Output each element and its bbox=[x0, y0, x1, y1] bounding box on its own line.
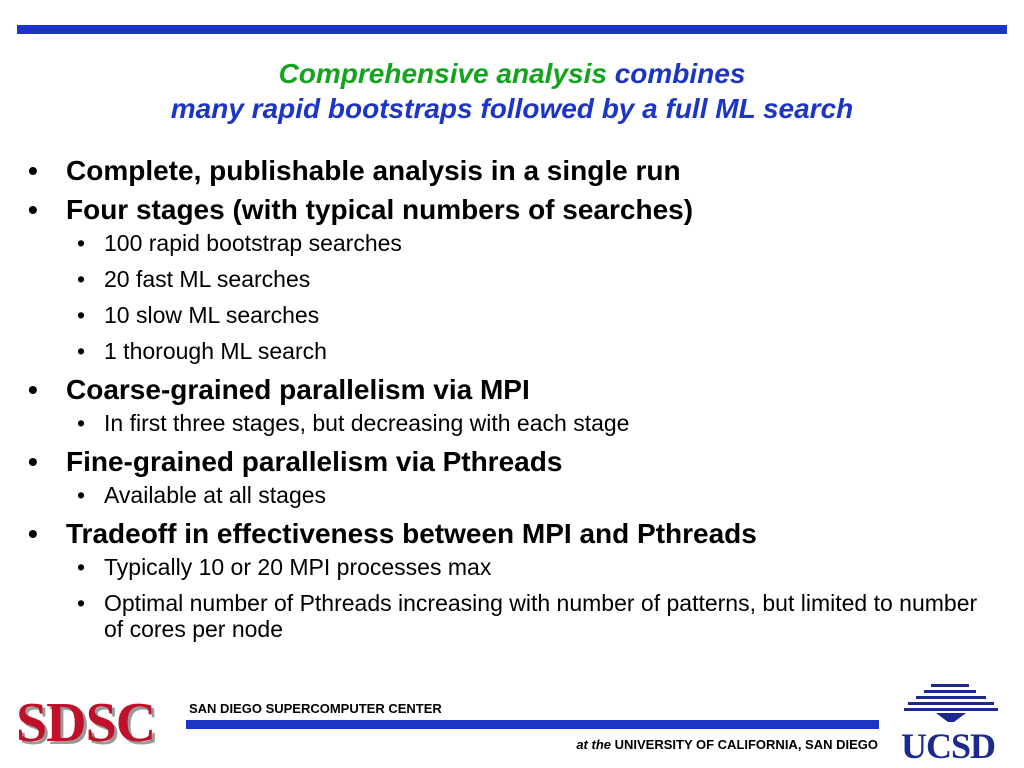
bullet-text: Tradeoff in effectiveness between MPI and Pthreads bbox=[66, 518, 757, 549]
sub-bullet-dot: • bbox=[77, 302, 86, 328]
bullet-dot: • bbox=[28, 155, 38, 186]
bullet-item bbox=[28, 518, 998, 642]
sdsc-logo: SDSC bbox=[16, 692, 156, 754]
sub-bullet-item bbox=[74, 410, 998, 436]
sub-bullet-dot: • bbox=[77, 590, 86, 616]
top-accent-bar bbox=[17, 25, 1007, 34]
sub-bullet-text: Typically 10 or 20 MPI processes max bbox=[104, 554, 492, 580]
sub-bullet-text: In first three stages, but decreasing with each stage bbox=[104, 410, 630, 436]
bullet-item bbox=[28, 194, 998, 364]
title-line-2: many rapid bootstraps followed by a full ML search bbox=[170, 93, 854, 124]
sub-bullet-text: 20 fast ML searches bbox=[104, 266, 311, 292]
at-the-label: at the bbox=[576, 737, 611, 752]
sub-bullet-item bbox=[74, 266, 998, 292]
bullet-dot: • bbox=[28, 446, 38, 477]
sub-bullet-dot: • bbox=[77, 338, 86, 364]
sub-bullet-dot: • bbox=[77, 410, 86, 436]
sub-bullet-list bbox=[74, 230, 998, 364]
bullet-text: Coarse-grained parallelism via MPI bbox=[66, 374, 530, 405]
sub-bullet-text: Optimal number of Pthreads increasing with number of patterns, but limited to number of cores per node bbox=[104, 590, 978, 642]
footer-rule bbox=[186, 720, 879, 729]
sub-bullet-text: 10 slow ML searches bbox=[104, 302, 320, 328]
ucsd-affiliation bbox=[576, 737, 878, 752]
sub-bullet-dot: • bbox=[77, 266, 86, 292]
sub-bullet-list bbox=[74, 554, 998, 642]
bullet-text: Fine-grained parallelism via Pthreads bbox=[66, 446, 563, 477]
bullet-list bbox=[28, 155, 998, 652]
bullet-dot: • bbox=[28, 374, 38, 405]
bullet-item bbox=[28, 374, 998, 436]
bullet-dot: • bbox=[28, 194, 38, 225]
bullet-text: Complete, publishable analysis in a single run bbox=[66, 155, 681, 186]
sub-bullet-item bbox=[74, 338, 998, 364]
university-name: UNIVERSITY OF CALIFORNIA, SAN DIEGO bbox=[614, 737, 878, 752]
sub-bullet-text: 1 thorough ML search bbox=[104, 338, 327, 364]
title-line-1 bbox=[0, 56, 1024, 91]
sub-bullet-text: 100 rapid bootstrap searches bbox=[104, 230, 402, 256]
ucsd-logo: UCSD bbox=[901, 726, 996, 766]
sub-bullet-list bbox=[74, 410, 998, 436]
sdsc-center-name: SAN DIEGO SUPERCOMPUTER CENTER bbox=[189, 701, 442, 716]
bullet-item bbox=[28, 155, 998, 187]
sub-bullet-dot: • bbox=[77, 482, 86, 508]
slide-title bbox=[0, 56, 1024, 126]
bullet-text: Four stages (with typical numbers of searches) bbox=[66, 194, 694, 225]
sub-bullet-dot: • bbox=[77, 230, 86, 256]
sub-bullet-dot: • bbox=[77, 554, 86, 580]
sub-bullet-item bbox=[74, 482, 998, 508]
bullet-item bbox=[28, 446, 998, 508]
sub-bullet-item bbox=[74, 590, 998, 642]
sub-bullet-item bbox=[74, 554, 998, 580]
sub-bullet-list bbox=[74, 482, 998, 508]
sub-bullet-item bbox=[74, 230, 998, 256]
sub-bullet-item bbox=[74, 302, 998, 328]
bullet-dot: • bbox=[28, 518, 38, 549]
sub-bullet-text: Available at all stages bbox=[104, 482, 327, 508]
title-highlight: Comprehensive analysis bbox=[278, 58, 607, 89]
title-line-1-rest: combines bbox=[614, 58, 746, 89]
